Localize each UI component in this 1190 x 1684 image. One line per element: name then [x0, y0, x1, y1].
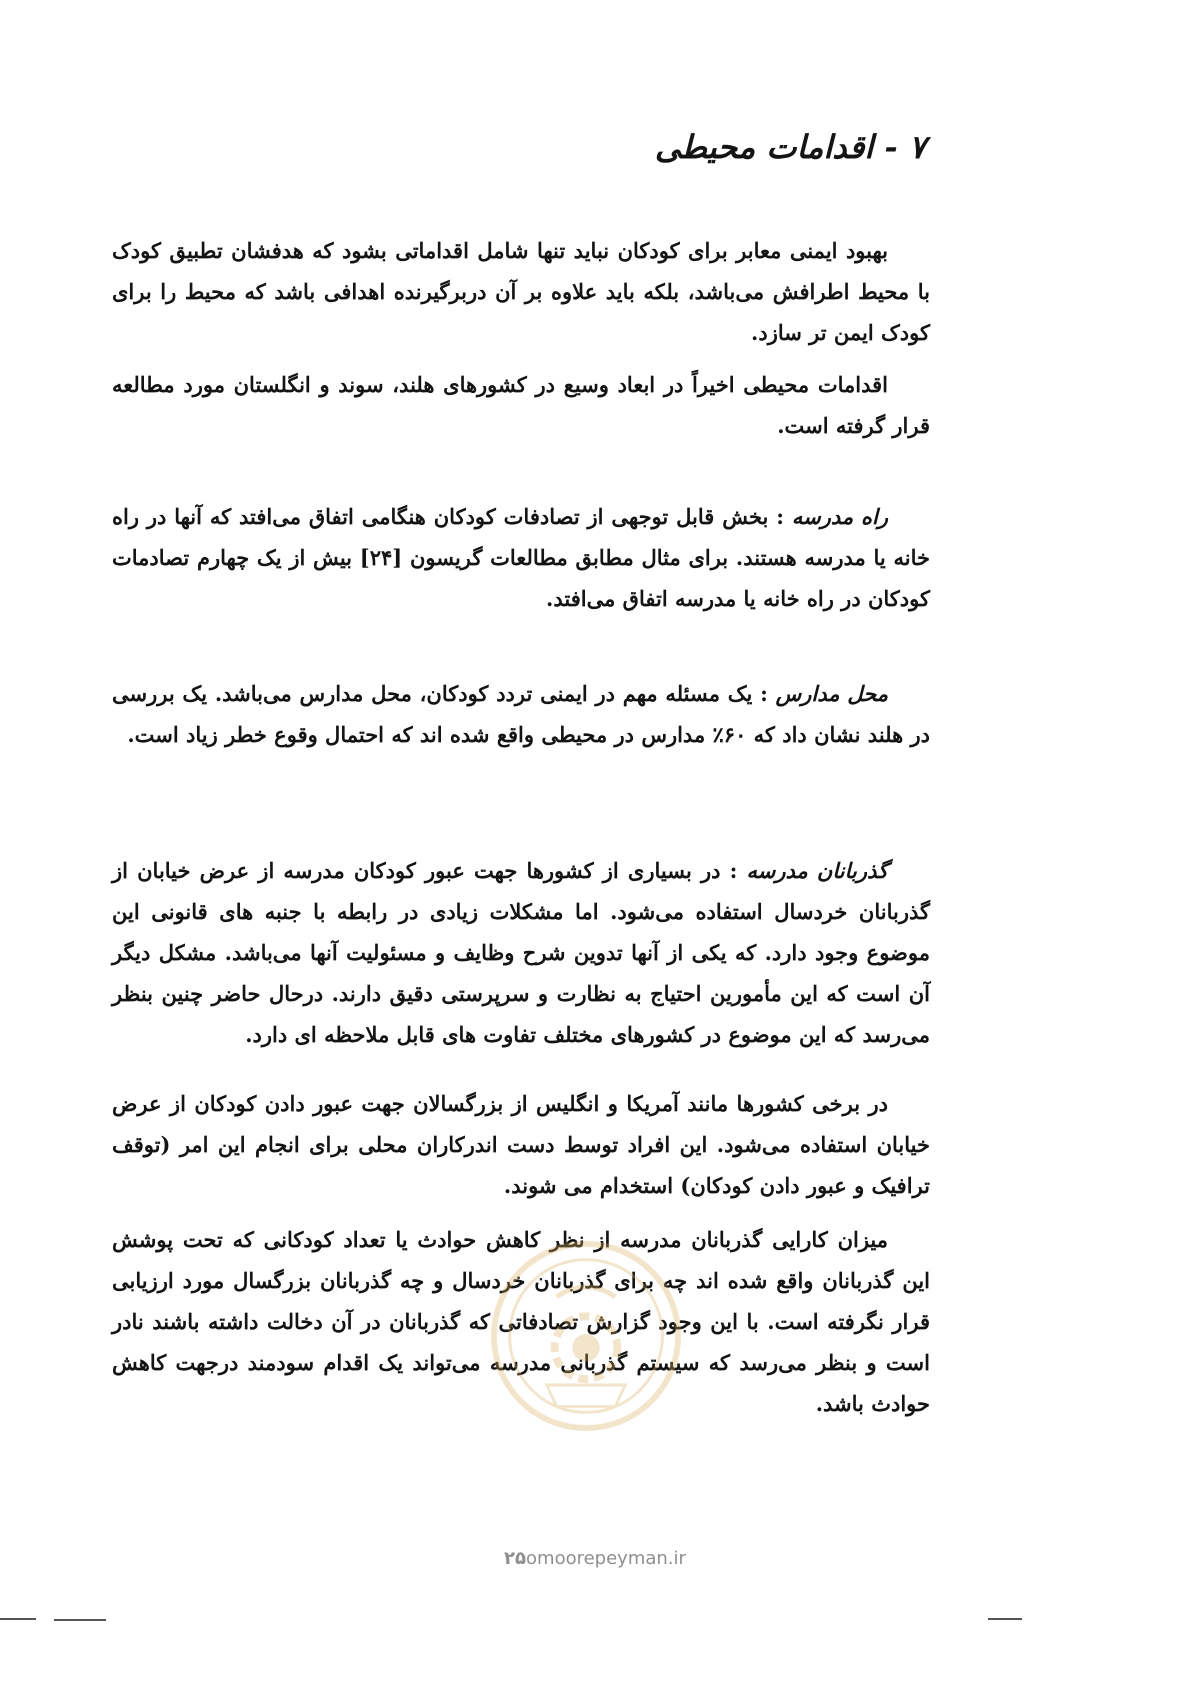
round-seal-watermark-icon — [488, 1238, 684, 1434]
paragraph-crossing-guards — [112, 850, 930, 1055]
term-school-location: محل مدارس — [775, 681, 888, 706]
paragraph-school-location — [112, 673, 930, 755]
section-heading: ۷ - اقدامات محیطی — [654, 128, 926, 166]
paragraph-2 — [112, 364, 930, 446]
paragraph-1 — [112, 230, 930, 353]
scan-edge-mark — [0, 1618, 36, 1620]
paragraph-6-text: در برخی کشورها مانند آمریکا و انگلیس از بزرگسالان جهت عبور دادن کودکان از عرض خیابان استفاده می‌شود. این افراد توسط دست اندرکاران محلی برای انجام این امر (توقف ترافیک و عبور دادن کودکان) استخدام می شوند. — [112, 1091, 930, 1198]
paragraph-7-text: میزان کارایی گذربانان مدرسه از نظر کاهش حوادث یا تعداد کودکانی که تحت پوشش این گذربانان واقع شده اند چه برای گذربانان خردسال و چه گذربانان بزرگسال مورد ارزیابی قرار نگرفته است. با این وجود گزارش تصادفاتی که گذربانان در آن دخالت داشته باشند نادر است و بنظر می‌رسد که سیستم گذربانی مدرسه می‌تواند یک اقدام سودمند درجهت کاهش حوادث باشد. — [112, 1227, 930, 1416]
paragraph-crossing-guards-text: : در بسیاری از کشورها جهت عبور کودکان مدرسه از عرض خیابان از گذربانان خردسال استفاده می‌شود. اما مشکلات زیادی در رابطه با جنبه های قانونی این موضوع وجود دارد. که یکی از آنها تدوین شرح وظایف و مسئولیت آنها می‌باشد. مشکل دیگر آن است که این مأمورین احتیاج به نظارت و سرپرستی دقیق دارند. درحال حاضر چنین بنظر می‌رسد که این موضوع در کشورهای مختلف تفاوت های قابل ملاحظه ای دارد. — [112, 858, 930, 1047]
term-school-route: راه مدرسه — [791, 504, 888, 529]
footer — [0, 1548, 1190, 1569]
scan-edge-mark — [988, 1618, 1022, 1620]
footer-url: omoorepeyman.ir — [526, 1548, 686, 1569]
paragraph-school-route — [112, 496, 930, 619]
paragraph-1-text: بهبود ایمنی معابر برای کودکان نباید تنها شامل اقداماتی بشود که هدفشان تطبیق کودک با محیط اطرافش می‌باشد، بلکه باید علاوه بر آن دربرگیرنده اهدافی باشد که محیط را برای کودک ایمن تر سازد. — [112, 238, 930, 345]
term-crossing-guards: گذربانان مدرسه — [746, 858, 888, 883]
paragraph-school-location-text: : یک مسئله مهم در ایمنی تردد کودکان، محل مدارس می‌باشد. یک بررسی در هلند نشان داد که ۶۰٪ مدارس در محیطی واقع شده اند که احتمال وقوع خطر زیاد است. — [112, 681, 930, 747]
paragraph-6 — [112, 1083, 930, 1206]
page-number: ۲۵ — [504, 1548, 527, 1569]
paragraph-2-text: اقدامات محیطی اخیراً در ابعاد وسیع در کشورهای هلند، سوند و انگلستان مورد مطالعه قرار گرفته است. — [112, 372, 930, 438]
paragraph-school-route-text: : بخش قابل توجهی از تصادفات کودکان هنگامی اتفاق می‌افتد که آنها در راه خانه یا مدرسه هستند. برای مثال مطابق مطالعات گریسون [۲۴] بیش از یک چهارم تصادمات کودکان در راه خانه یا مدرسه اتفاق می‌افتد. — [112, 504, 930, 611]
scan-edge-mark — [54, 1619, 106, 1621]
